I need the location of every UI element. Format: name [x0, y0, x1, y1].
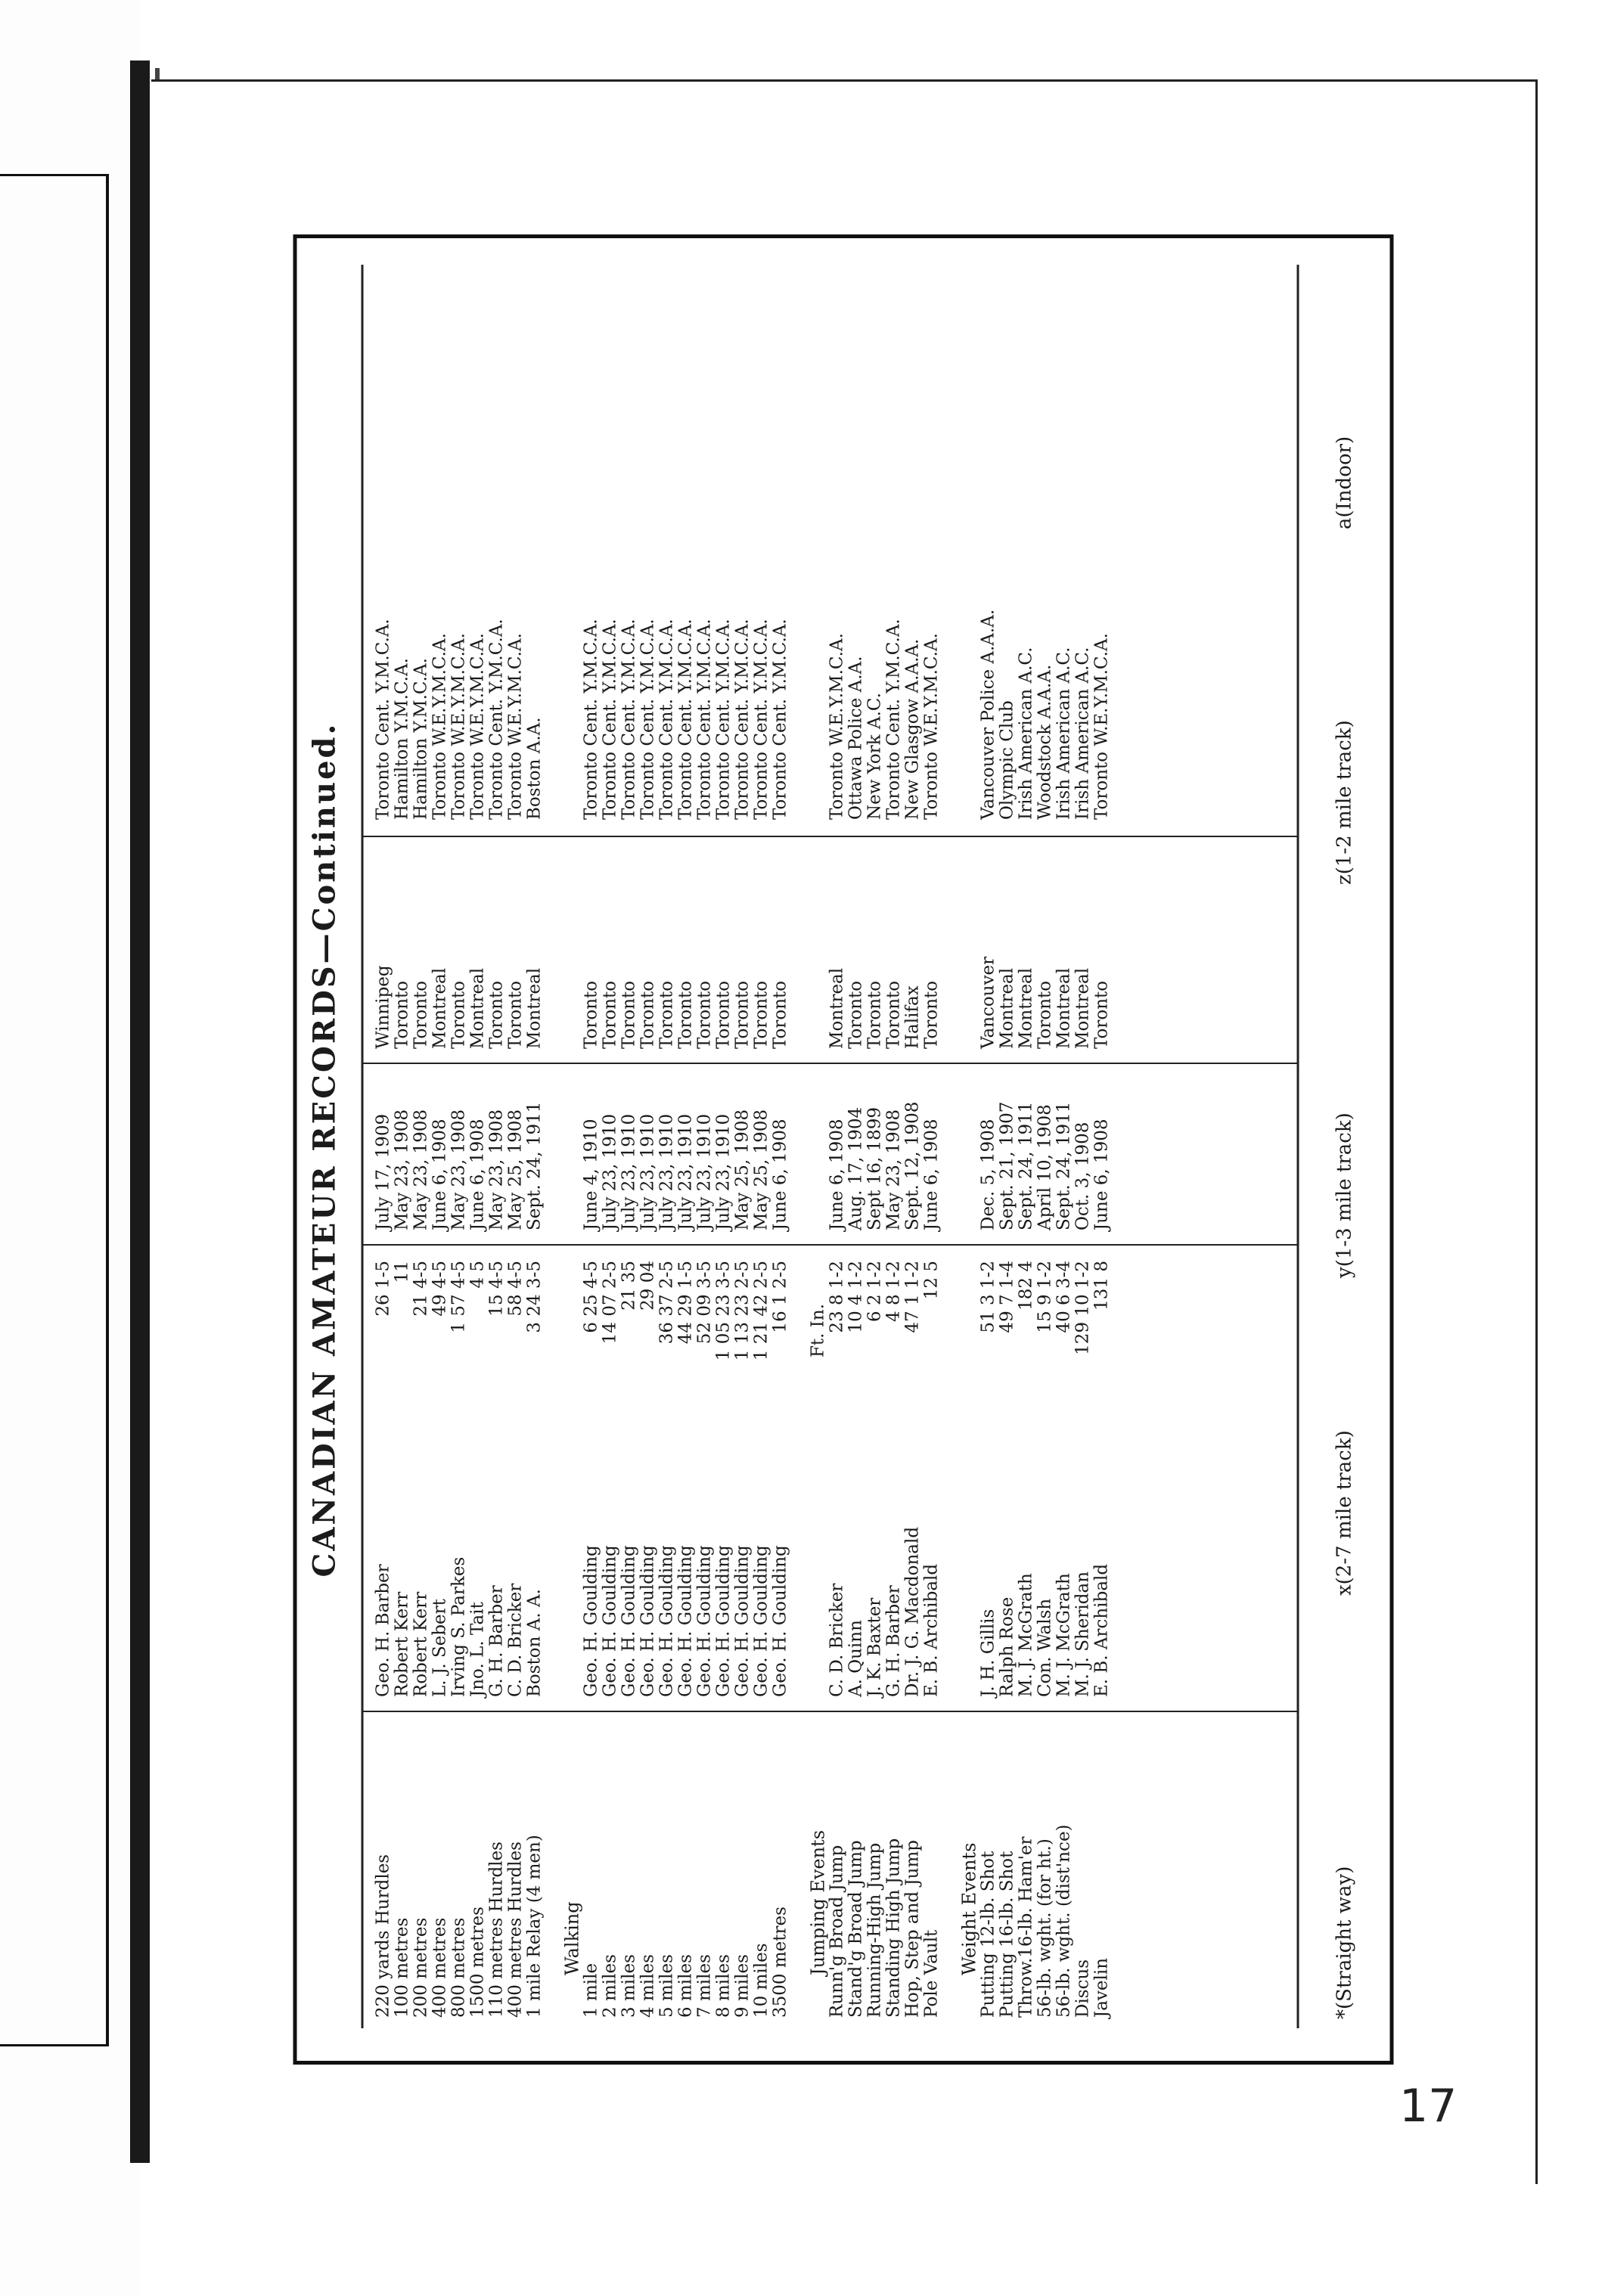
table-row: [828, 265, 847, 2028]
record-place: Winnipeg: [373, 965, 393, 1049]
record-performance: 21 35: [619, 1261, 639, 1311]
record-holder: M. J. McGrath: [1054, 1573, 1074, 1697]
record-date: Aug. 17, 1904: [846, 1106, 866, 1230]
record-place: Montreal: [524, 967, 545, 1049]
record-date: June 6, 1908: [467, 1119, 488, 1230]
table-row: [715, 265, 734, 2028]
record-performance: 129 10 1-2: [1073, 1261, 1093, 1355]
record-performance: 15 9 1-2: [1035, 1261, 1055, 1333]
event-name: Stand'g Broad Jump: [846, 1840, 866, 2018]
record-holder: Geo. H. Goulding: [751, 1545, 771, 1697]
table-row: [1036, 265, 1055, 2028]
event-name: Putting 12-lb. Shot: [978, 1851, 998, 2018]
table-row: [582, 265, 601, 2028]
table-body: [374, 265, 1112, 2028]
table-row: [507, 265, 526, 2028]
footnote-x: x(2-7 mile track): [1333, 1430, 1356, 1596]
table-row: [734, 265, 753, 2028]
table-row: [1017, 265, 1036, 2028]
table-row: [866, 265, 885, 2028]
event-name: 2 miles: [600, 1954, 620, 2018]
table-row: [677, 265, 696, 2028]
record-club: Toronto W.E.Y.M.C.A.: [430, 633, 450, 820]
record-date: June 6, 1908: [1091, 1119, 1112, 1230]
record-place: Montreal: [1054, 967, 1074, 1049]
event-name: 1 mile: [581, 1962, 601, 2018]
record-club: New Glasgow A.A.A.: [902, 638, 923, 820]
record-place: Toronto: [1035, 980, 1055, 1049]
record-holder: M. J. Sheridan: [1073, 1571, 1093, 1697]
record-date: April 10, 1908: [1035, 1104, 1055, 1230]
footnote-y: y(1-3 mile track): [1333, 1112, 1356, 1278]
table-row: [1074, 265, 1093, 2028]
record-club: Irish American A.C.: [1016, 647, 1036, 820]
record-club: Toronto W.E.Y.M.C.A.: [505, 633, 526, 820]
record-holder: Geo. H. Goulding: [732, 1545, 753, 1697]
record-club: Toronto Cent. Y.M.C.A.: [581, 619, 601, 820]
footnote-z: z(1-2 mile track): [1333, 720, 1356, 885]
record-performance: 14 07 2-5: [600, 1261, 620, 1345]
table-row: [998, 265, 1017, 2028]
record-holder: C. D. Bricker: [505, 1583, 526, 1697]
record-holder: Boston A. A.: [524, 1589, 545, 1697]
record-performance: 10 4 1-2: [846, 1261, 866, 1333]
record-date: July 23, 1910: [619, 1113, 639, 1230]
record-performance: 1 13 23 2-5: [732, 1261, 753, 1361]
record-place: Montreal: [827, 967, 847, 1049]
record-club: Toronto Cent. Y.M.C.A.: [732, 619, 753, 820]
record-club: Toronto W.E.Y.M.C.A.: [921, 633, 942, 820]
event-name: 7 miles: [694, 1954, 715, 2018]
record-holder: Geo. H. Goulding: [694, 1545, 715, 1697]
event-name: 9 miles: [732, 1954, 753, 2018]
record-place: Toronto: [581, 980, 601, 1049]
record-club: Boston A.A.: [524, 717, 545, 820]
table-row: [904, 265, 923, 2028]
section-heading: Jumping Events: [807, 1829, 829, 1975]
record-performance: 29 04: [638, 1261, 658, 1311]
page-number: 17: [1399, 2080, 1458, 2133]
record-performance: 26 1-5: [373, 1261, 393, 1317]
performance-unit-heading: Ft. In.: [808, 1303, 828, 1358]
record-holder: A. Quinn: [846, 1620, 866, 1697]
record-club: Toronto Cent. Y.M.C.A.: [486, 619, 507, 820]
record-place: Toronto: [657, 980, 677, 1049]
record-club: Toronto Cent. Y.M.C.A.: [373, 619, 393, 820]
record-place: Halifax: [902, 985, 923, 1049]
record-performance: 182 4: [1016, 1261, 1036, 1311]
record-club: Irish American A.C.: [1054, 647, 1074, 820]
table-row: [753, 265, 771, 2028]
record-holder: E. B. Archibald: [921, 1563, 942, 1697]
record-holder: Geo. H. Goulding: [713, 1545, 734, 1697]
record-club: Toronto Cent. Y.M.C.A.: [713, 619, 734, 820]
event-name: Hop, Step and Jump: [902, 1839, 923, 2018]
record-performance: 1 57 4-5: [449, 1261, 469, 1333]
record-place: Toronto: [619, 980, 639, 1049]
record-date: July 23, 1910: [638, 1113, 658, 1230]
record-date: June 4, 1910: [581, 1119, 601, 1230]
record-date: Sept. 12, 1908: [902, 1101, 923, 1230]
table-row: [526, 265, 545, 2028]
record-holder: L. J. Sebert: [430, 1599, 450, 1697]
record-date: June 6, 1908: [430, 1119, 450, 1230]
event-name: 56-lb. wght. (dist'nce): [1054, 1824, 1074, 2018]
record-club: Toronto Cent. Y.M.C.A.: [694, 619, 715, 820]
record-club: Toronto Cent. Y.M.C.A.: [657, 619, 677, 820]
event-name: 800 metres: [449, 1917, 469, 2018]
record-place: Toronto: [713, 980, 734, 1049]
table-row: [923, 265, 942, 2028]
table-row: [450, 265, 469, 2028]
record-club: Toronto W.E.Y.M.C.A.: [467, 633, 488, 820]
event-name: 400 metres Hurdles: [505, 1841, 526, 2018]
record-date: May 23, 1908: [486, 1109, 507, 1230]
table-row: [374, 265, 393, 2028]
section-heading: Walking: [561, 1901, 583, 1975]
record-club: New York A.C.: [865, 692, 885, 820]
record-place: Toronto: [505, 980, 526, 1049]
record-date: July 23, 1910: [713, 1113, 734, 1230]
table-row: [771, 265, 790, 2028]
record-date: May 23, 1908: [449, 1109, 469, 1230]
record-performance: 47 1 1-2: [902, 1261, 923, 1333]
record-date: May 25, 1908: [732, 1109, 753, 1230]
record-club: Irish American A.C.: [1073, 647, 1093, 820]
event-name: Javelin: [1091, 1957, 1112, 2018]
event-name: 3 miles: [619, 1954, 639, 2018]
record-club: Toronto W.E.Y.M.C.A.: [827, 633, 847, 820]
record-performance: 44 29 1-5: [675, 1261, 696, 1345]
record-performance: 131 8: [1091, 1261, 1112, 1311]
table-row: [847, 265, 866, 2028]
record-holder: G. H. Barber: [883, 1585, 904, 1697]
record-holder: Geo. H. Goulding: [657, 1545, 677, 1697]
page-title: CANADIAN AMATEUR RECORDS—Continued.: [306, 721, 343, 1578]
table-row: [393, 265, 412, 2028]
record-place: Vancouver: [978, 956, 998, 1049]
record-holder: E. B. Archibald: [1091, 1563, 1112, 1697]
table-row: [696, 265, 715, 2028]
record-performance: 1 21 42 2-5: [751, 1261, 771, 1361]
record-club: Toronto Cent. Y.M.C.A.: [770, 619, 790, 820]
footnote-straight-way: *(Straight way): [1333, 1866, 1356, 2019]
table-row: [1055, 265, 1074, 2028]
section-spacer: [942, 265, 961, 2028]
record-place: Toronto: [486, 980, 507, 1049]
event-name: Throw.16-lb. Ham'er: [1016, 1836, 1036, 2018]
record-club: Toronto W.E.Y.M.C.A.: [449, 633, 469, 820]
record-performance: 3 24 3-5: [524, 1261, 545, 1333]
event-name: 3500 metres: [770, 1907, 790, 2018]
table-row: [620, 265, 639, 2028]
record-club: Toronto Cent. Y.M.C.A.: [883, 619, 904, 820]
event-name: 1 mile Relay (4 men): [524, 1835, 545, 2018]
record-performance: 4 5: [467, 1261, 488, 1289]
record-performance: 51 3 1-2: [978, 1261, 998, 1333]
section-heading: Weight Events: [958, 1842, 980, 1975]
event-name: 400 metres: [430, 1917, 450, 2018]
record-date: Sept 16, 1899: [865, 1106, 885, 1230]
record-holder: Robert Kerr: [411, 1591, 431, 1697]
record-club: Ottawa Police A.A.: [846, 656, 866, 820]
record-holder: Geo. H. Barber: [373, 1564, 393, 1697]
book-spine: [130, 61, 150, 2163]
record-holder: Geo. H. Goulding: [638, 1545, 658, 1697]
event-name: 100 metres: [392, 1917, 412, 2018]
event-name: Running-High Jump: [865, 1842, 885, 2018]
record-performance: 15 4-5: [486, 1261, 507, 1317]
record-place: Toronto: [392, 980, 412, 1049]
event-name: Standing High Jump: [883, 1838, 904, 2018]
record-date: Dec. 5, 1908: [978, 1119, 998, 1230]
record-holder: G. H. Barber: [486, 1585, 507, 1697]
event-name: 56-lb. wght. (for ht.): [1035, 1838, 1055, 2018]
record-performance: 23 8 1-2: [827, 1261, 847, 1333]
record-performance: 52 09 3-5: [694, 1261, 715, 1345]
record-date: July 23, 1910: [657, 1113, 677, 1230]
record-date: May 23, 1908: [411, 1109, 431, 1230]
record-date: Sept. 24, 1911: [1054, 1101, 1074, 1230]
facing-page-edge: [0, 174, 109, 2046]
record-holder: C. D. Bricker: [827, 1583, 847, 1697]
record-holder: Geo. H. Goulding: [581, 1545, 601, 1697]
record-place: Toronto: [865, 980, 885, 1049]
record-club: Woodstock A.A.A.: [1035, 664, 1055, 820]
record-club: Toronto Cent. Y.M.C.A.: [675, 619, 696, 820]
record-place: Montreal: [997, 967, 1017, 1049]
record-date: July 23, 1910: [600, 1113, 620, 1230]
record-place: Toronto: [1091, 980, 1112, 1049]
record-holder: Robert Kerr: [392, 1591, 412, 1697]
record-holder: Con. Walsh: [1035, 1598, 1055, 1697]
record-date: Oct. 3, 1908: [1073, 1122, 1093, 1230]
record-performance: 49 7 1-4: [997, 1261, 1017, 1333]
record-performance: 16 1 2-5: [770, 1261, 790, 1333]
record-holder: Geo. H. Goulding: [600, 1545, 620, 1697]
event-name: 5 miles: [657, 1954, 677, 2018]
record-holder: Dr. J. G. Macdonald: [902, 1526, 923, 1697]
record-place: Montreal: [1016, 967, 1036, 1049]
record-date: May 25, 1908: [505, 1109, 526, 1230]
footnotes: [1333, 234, 1368, 2065]
record-date: July 23, 1910: [694, 1113, 715, 1230]
event-name: 8 miles: [713, 1954, 734, 2018]
record-club: Toronto W.E.Y.M.C.A.: [1091, 633, 1112, 820]
event-name: Putting 16-lb. Shot: [997, 1851, 1017, 2018]
event-name: 6 miles: [675, 1954, 696, 2018]
record-holder: J. K. Baxter: [865, 1597, 885, 1697]
table-row: [979, 265, 998, 2028]
event-name: Pole Vault: [921, 1929, 942, 2018]
record-date: May 23, 1908: [883, 1109, 904, 1230]
record-performance: 36 37 2-5: [657, 1261, 677, 1345]
record-club: Olympic Club: [997, 700, 1017, 820]
record-performance: 1 05 23 3-5: [713, 1261, 734, 1361]
record-place: Toronto: [883, 980, 904, 1049]
section-header-row: [958, 265, 980, 2028]
record-holder: J. H. Gillis: [978, 1609, 998, 1697]
record-place: Toronto: [732, 980, 753, 1049]
record-place: Toronto: [921, 980, 942, 1049]
table-row: [431, 265, 450, 2028]
section-header-row: [563, 265, 582, 2028]
table-row: [1093, 265, 1112, 2028]
record-place: Toronto: [600, 980, 620, 1049]
event-name: 4 miles: [638, 1954, 658, 2018]
record-date: June 6, 1908: [921, 1119, 942, 1230]
record-performance: 49 4-5: [430, 1261, 450, 1317]
table-row: [601, 265, 620, 2028]
record-performance: 6 2 1-2: [865, 1261, 885, 1322]
record-club: Toronto Cent. Y.M.C.A.: [619, 619, 639, 820]
event-name: 10 miles: [751, 1943, 771, 2018]
record-holder: Geo. H. Goulding: [619, 1545, 639, 1697]
section-spacer: [790, 265, 809, 2028]
record-club: Hamilton Y.M.C.A.: [411, 658, 431, 820]
record-club: Toronto Cent. Y.M.C.A.: [751, 619, 771, 820]
record-place: Toronto: [675, 980, 696, 1049]
record-date: June 6, 1908: [770, 1119, 790, 1230]
record-performance: 12 5: [921, 1261, 942, 1300]
record-performance: 4 8 1-2: [883, 1261, 904, 1322]
record-place: Toronto: [638, 980, 658, 1049]
table-row: [488, 265, 507, 2028]
table-row: [885, 265, 904, 2028]
record-place: Toronto: [694, 980, 715, 1049]
record-performance: 58 4-5: [505, 1261, 526, 1317]
record-performance: 6 25 4-5: [581, 1261, 601, 1333]
record-date: May 25, 1908: [751, 1109, 771, 1230]
record-performance: 21 4-5: [411, 1261, 431, 1317]
record-holder: Jno. L. Tait: [467, 1602, 488, 1697]
record-date: Sept. 24, 1911: [1016, 1101, 1036, 1230]
record-holder: M. J. McGrath: [1016, 1573, 1036, 1697]
table-row: [639, 265, 658, 2028]
event-name: 220 yards Hurdles: [373, 1854, 393, 2018]
record-date: May 23, 1908: [392, 1109, 412, 1230]
record-date: July 23, 1910: [675, 1113, 696, 1230]
record-date: July 17, 1909: [373, 1113, 393, 1230]
record-holder: Ralph Rose: [997, 1596, 1017, 1697]
records-table: [362, 265, 1299, 2028]
event-name: Runn'g Broad Jump: [827, 1845, 847, 2018]
record-club: Toronto Cent. Y.M.C.A.: [600, 619, 620, 820]
record-place: Montreal: [430, 967, 450, 1049]
event-name: 200 metres: [411, 1917, 431, 2018]
record-performance: 40 6 3-4: [1054, 1261, 1074, 1333]
record-place: Toronto: [846, 980, 866, 1049]
record-place: Montreal: [467, 967, 488, 1049]
record-club: Hamilton Y.M.C.A.: [392, 658, 412, 820]
record-club: Vancouver Police A.A.A.: [978, 609, 998, 820]
event-name: 110 metres Hurdles: [486, 1841, 507, 2018]
record-date: Sept. 24, 1911: [524, 1101, 545, 1230]
section-spacer: [545, 265, 563, 2028]
table-row: [469, 265, 488, 2028]
record-club: Toronto Cent. Y.M.C.A.: [638, 619, 658, 820]
record-place: Toronto: [770, 980, 790, 1049]
record-date: Sept. 21, 1907: [997, 1101, 1017, 1230]
records-frame: [293, 234, 1394, 2065]
table-row: [412, 265, 431, 2028]
section-header-row: [809, 265, 828, 2028]
record-place: Toronto: [751, 980, 771, 1049]
record-date: June 6, 1908: [827, 1119, 847, 1230]
record-place: Toronto: [411, 980, 431, 1049]
event-name: 1500 metres: [467, 1907, 488, 2018]
record-place: Montreal: [1073, 967, 1093, 1049]
footnote-a: a(Indoor): [1333, 436, 1356, 529]
table-row: [658, 265, 677, 2028]
record-performance: 11: [392, 1261, 412, 1283]
event-name: Discus: [1073, 1959, 1093, 2018]
record-holder: Geo. H. Goulding: [675, 1545, 696, 1697]
record-place: Toronto: [449, 980, 469, 1049]
record-holder: Geo. H. Goulding: [770, 1545, 790, 1697]
record-holder: Irving S. Parkes: [449, 1556, 469, 1697]
